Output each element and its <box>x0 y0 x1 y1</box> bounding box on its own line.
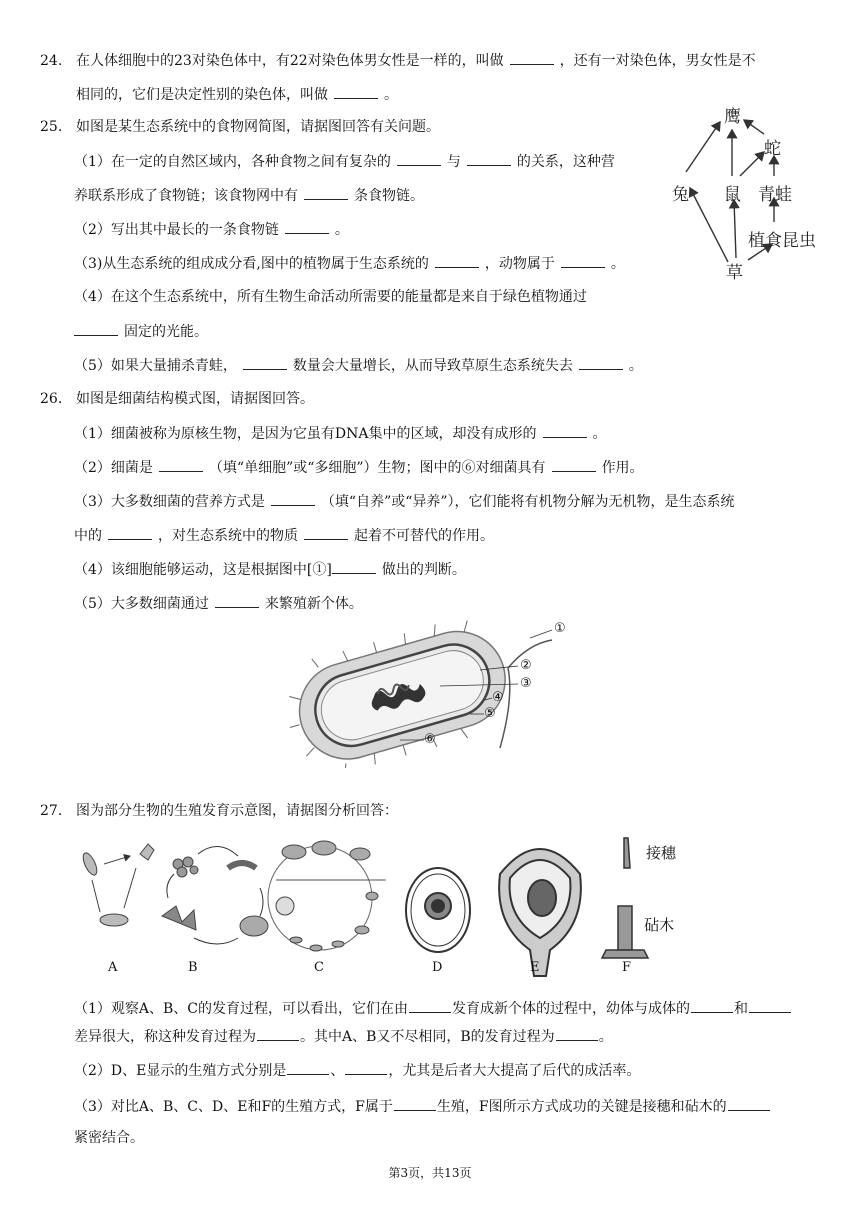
answer-blank[interactable] <box>467 151 511 166</box>
fig-c-drawing <box>268 841 386 951</box>
q27-p1: （1）观察A、B、C的发育过程，可以看出，它们在由 发育成新个体的过程中，幼体与成体的 和 <box>74 998 792 1019</box>
q27-p2: （2）D、E显示的生殖方式分别是 、 ，尤其是后者大大提高了后代的成活率。 <box>74 1060 640 1081</box>
reproduction-drawings <box>70 834 710 980</box>
question-number: 27. <box>40 803 63 819</box>
answer-blank[interactable] <box>287 1060 329 1075</box>
q26-p3: （3）大多数细菌的营养方式是 （填“自养”或“异养”），它们能将有机物分解为无机物，是生态系统 <box>74 491 735 512</box>
q25-p4: （4）在这个生态系统中，所有生物生命活动所需要的能量都是来自于绿色植物通过 <box>74 289 587 305</box>
answer-blank[interactable] <box>579 355 623 370</box>
q25-p1-cont: 养联系形成了食物链；该食物网中有 条食物链。 <box>74 185 424 206</box>
label-4: ④ <box>492 690 504 705</box>
q27-p1-cont: 差异很大，称这种发育过程为 。其中A、B又不尽相同，B的发育过程为 。 <box>74 1026 613 1047</box>
food-web-diagram <box>668 100 848 283</box>
answer-blank[interactable] <box>510 50 554 65</box>
answer-blank[interactable] <box>397 151 441 166</box>
label-5: ⑤ <box>484 706 496 721</box>
answer-blank[interactable] <box>304 525 348 540</box>
answer-blank[interactable] <box>394 1096 436 1111</box>
answer-blank[interactable] <box>304 185 348 200</box>
answer-blank[interactable] <box>345 1060 387 1075</box>
answer-blank[interactable] <box>409 998 451 1013</box>
graft-stock-label: 砧木 <box>644 916 675 934</box>
answer-blank[interactable] <box>561 253 605 268</box>
answer-blank[interactable] <box>271 491 315 506</box>
node-grass: 草 <box>726 263 743 283</box>
q25-p1: （1）在一定的自然区域内，各种食物之间有复杂的 与 的关系，这种营 <box>74 151 615 172</box>
answer-blank[interactable] <box>215 593 259 608</box>
q26-p5: （5）大多数细菌通过 来繁殖新个体。 <box>74 593 363 614</box>
q24-line2: 相同的，它们是决定性别的染色体，叫做 。 <box>76 84 398 105</box>
fig-a-drawing <box>80 844 154 926</box>
node-snake: 蛇 <box>764 139 781 159</box>
node-mouse: 鼠 <box>724 185 741 205</box>
fig-letter-f: F <box>622 960 632 975</box>
fig-letter-a: A <box>108 960 118 975</box>
question-number: 25. <box>40 119 63 135</box>
q26-p2: （2）细菌是 （填“单细胞”或“多细胞”）生物；图中的⑥对细菌具有 作用。 <box>74 457 644 478</box>
fig-b-drawing <box>162 846 268 944</box>
q27-p3-cont: 紧密结合。 <box>74 1130 144 1146</box>
q26-p3-cont: 中的 ，对生态系统中的物质 起着不可替代的作用。 <box>74 525 494 546</box>
answer-blank[interactable] <box>543 423 587 438</box>
q25-p2: （2）写出其中最长的一条食物链 。 <box>74 219 349 240</box>
answer-blank[interactable] <box>285 219 329 234</box>
fig-letter-c: C <box>314 960 324 975</box>
q27-stem: 27. 图为部分生物的生殖发育示意图，请据图分析回答： <box>40 803 398 819</box>
graft-scion-label: 接穗 <box>646 844 677 862</box>
label-3: ③ <box>520 676 532 691</box>
answer-blank[interactable] <box>552 457 596 472</box>
fig-letter-b: B <box>188 960 198 975</box>
answer-blank[interactable] <box>332 559 376 574</box>
page-footer: 第3页，共13页 <box>388 1166 472 1180</box>
answer-blank[interactable] <box>556 1026 598 1041</box>
q25-stem: 25. 如图是某生态系统中的食物网简图，请据图回答有关问题。 <box>40 119 440 135</box>
fig-f-drawing <box>602 838 648 958</box>
q26-p1: （1）细菌被称为原核生物，是因为它虽有DNA集中的区域，却没有成形的 。 <box>74 423 607 444</box>
label-2: ② <box>520 658 532 673</box>
question-number: 26. <box>40 391 63 407</box>
fig-letter-d: D <box>432 960 443 975</box>
reproduction-figure <box>70 834 710 980</box>
answer-blank[interactable] <box>159 457 203 472</box>
q24-line1: 24. 在人体细胞中的23对染色体中，有22对染色体男女性是一样的，叫做 ，还有一对染色体，男女性是不 <box>40 50 756 71</box>
node-rabbit: 兔 <box>672 185 689 205</box>
node-hawk: 鹰 <box>724 107 741 127</box>
answer-blank[interactable] <box>334 84 378 99</box>
answer-blank[interactable] <box>749 998 791 1013</box>
question-number: 24. <box>40 53 63 69</box>
fig-e-drawing <box>499 849 581 976</box>
answer-blank[interactable] <box>108 525 152 540</box>
q25-p4-cont: 固定的光能。 <box>74 321 208 342</box>
q27-p3: （3）对比A、B、C、D、E和F的生殖方式，F属于 生殖，F图所示方式成功的关键是接穗和砧木的 <box>74 1096 771 1117</box>
q26-stem: 26. 如图是细菌结构模式图，请据图回答。 <box>40 391 314 407</box>
label-6: ⑥ <box>424 732 436 747</box>
answer-blank[interactable] <box>243 355 287 370</box>
q26-p4: （4）该细胞能够运动，这是根据图中[①] 做出的判断。 <box>74 559 466 580</box>
answer-blank[interactable] <box>435 253 479 268</box>
node-insect: 植食昆虫 <box>748 231 816 251</box>
answer-blank[interactable] <box>728 1096 770 1111</box>
fig-d-drawing <box>406 868 470 952</box>
q25-p3: （3)从生态系统的组成成分看,图中的植物属于生态系统的 ，动物属于 。 <box>74 253 625 274</box>
answer-blank[interactable] <box>691 998 733 1013</box>
answer-blank[interactable] <box>74 321 118 336</box>
q25-p5: （5）如果大量捕杀青蛙， 数量会大量增长，从而导致草原生态系统失去 。 <box>74 355 643 376</box>
fig-letter-e: E <box>530 960 540 975</box>
answer-blank[interactable] <box>257 1026 299 1041</box>
bacterium-diagram <box>280 618 580 768</box>
label-1: ① <box>554 621 566 636</box>
node-frog: 青蛙 <box>758 185 792 205</box>
